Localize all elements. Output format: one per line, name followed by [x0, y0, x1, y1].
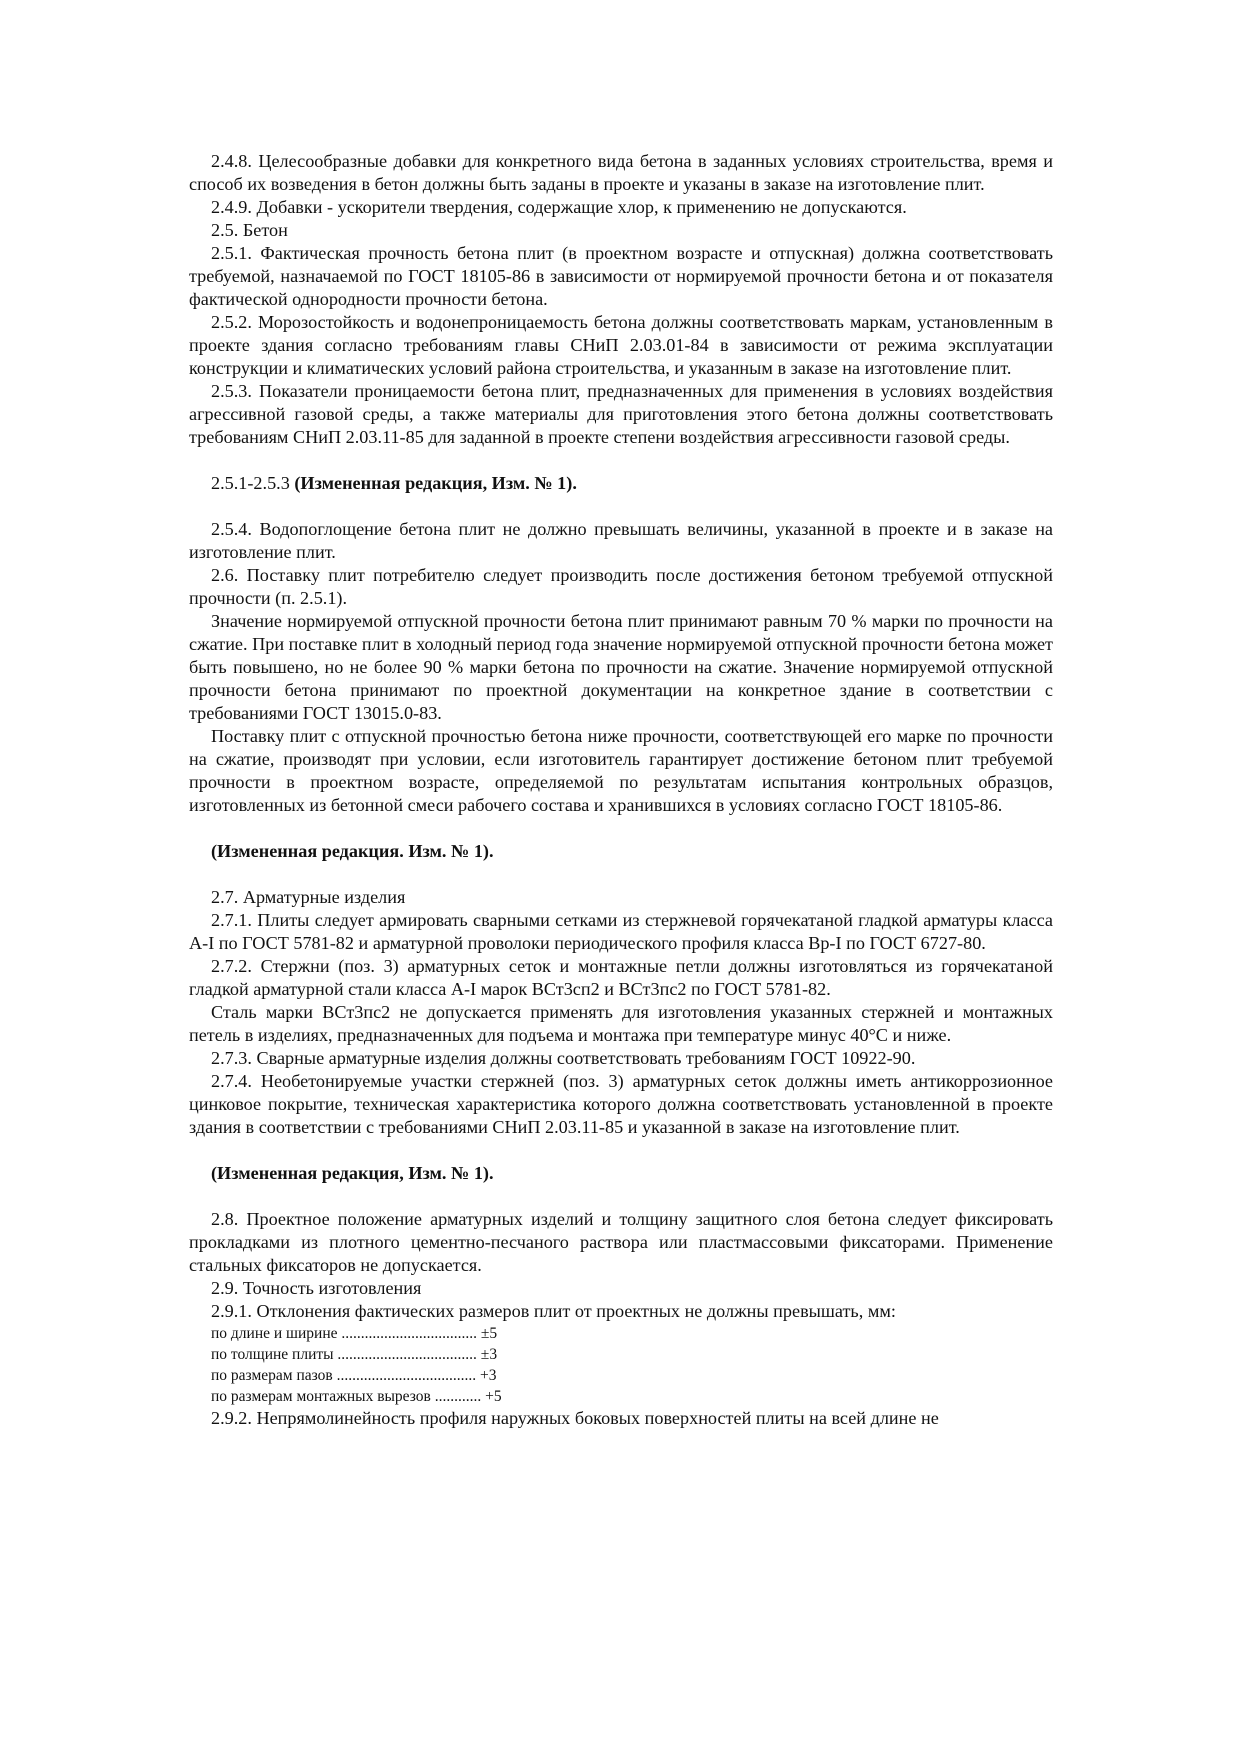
spacer — [189, 817, 1053, 840]
paragraph-2-5-2: 2.5.2. Морозостойкость и водонепроницаемость бетона должны соответствовать маркам, установленным в проекте здания согласно требованиям главы СНиП 2.03.01-84 в зависимости от режима эксплуатации конструкции и климатических условий района строительства, и указанным в заказе на изготовление плит. — [189, 312, 1053, 378]
paragraph-2-7-4: 2.7.4. Необетонируемые участки стержней (поз. 3) арматурных сеток должны иметь антикоррозионное цинковое покрытие, техническая характеристика которого должна соответствовать установленной в проекте здания в соответствии с требованиями СНиП 2.03.11-85 и указанной в заказе на изготовление плит. — [189, 1071, 1053, 1137]
paragraph-2-5-3: 2.5.3. Показатели проницаемости бетона плит, предназначенных для применения в условиях воздействия агрессивной газовой среды, а также материалы для приготовления этого бетона должны соответствовать требованиям СНиП 2.03.11-85 для заданной в проекте степени воздействия агрессивности газовой среды. — [189, 381, 1053, 447]
amendment-note-2: (Измененная редакция. Изм. № 1). — [211, 841, 494, 861]
spacer — [189, 1185, 1053, 1208]
paragraph-2-7-3: 2.7.3. Сварные арматурные изделия должны соответствовать требованиям ГОСТ 10922-90. — [211, 1048, 916, 1068]
paragraph-2-9-1: 2.9.1. Отклонения фактических размеров плит от проектных не должны превышать, мм: — [211, 1301, 896, 1321]
paragraph-2-4-9: 2.4.9. Добавки - ускорители твердения, содержащие хлор, к применению не допускаются. — [211, 197, 907, 217]
spacer — [189, 449, 1053, 472]
paragraph-2-6: 2.6. Поставку плит потребителю следует производить после достижения бетоном требуемой отпускной прочности (п. 2.5.1). — [189, 565, 1053, 608]
paragraph-2-8: 2.8. Проектное положение арматурных изделий и толщину защитного слоя бетона следует фиксировать прокладками из плотного цементно-песчаного раствора или пластмассовыми фиксаторами. Применение стальных фиксаторов не допускается. — [189, 1209, 1053, 1275]
spacer — [189, 1139, 1053, 1162]
heading-2-5: 2.5. Бетон — [211, 220, 288, 240]
paragraph-2-7-2: 2.7.2. Стержни (поз. 3) арматурных сеток и монтажные петли должны изготовляться из горячекатаной гладкой арматурной стали класса А-I марок ВСт3сп2 и ВСт3пс2 по ГОСТ 5781-82. — [189, 956, 1053, 999]
paragraph-2-6-release-strength: Значение нормируемой отпускной прочности бетона плит принимают равным 70 % марки по прочности на сжатие. При поставке плит в холодный период года значение нормируемой отпускной прочности бетона может быть повышено, но не более 90 % марки бетона по прочности на сжатие. Значение нормируемой отпускной прочности бетона принимают по проектной документации на конкретное здание в соответствии с требованиями ГОСТ 13015.0-83. — [189, 611, 1053, 723]
paragraph-2-7-1: 2.7.1. Плиты следует армировать сварными сетками из стержневой горячекатаной гладкой арматуры класса А-I по ГОСТ 5781-82 и арматурной проволоки периодического профиля класса Вр-I по ГОСТ 6727-80. — [189, 910, 1053, 953]
amendment-note-1 — [189, 472, 1053, 495]
paragraph-2-6-delivery: Поставку плит с отпускной прочностью бетона ниже прочности, соответствующей его марке по прочности на сжатие, производят при условии, если изготовитель гарантирует достижение бетоном плит требуемой прочности в проектном возрасте, определяемой по результатам испытания контрольных образцов, изготовленных из бетонной смеси рабочего состава и хранившихся в условиях согласно ГОСТ 18105-86. — [189, 726, 1053, 815]
document-page — [189, 150, 1053, 1430]
paragraph-2-9-2: 2.9.2. Непрямолинейность профиля наружных боковых поверхностей плиты на всей длине не — [211, 1408, 939, 1428]
paragraph-2-5-1: 2.5.1. Фактическая прочность бетона плит (в проектном возрасте и отпускная) должна соответствовать требуемой, назначаемой по ГОСТ 18105-86 в зависимости от нормируемой прочности бетона и от показателя фактической однородности прочности бетона. — [189, 243, 1053, 309]
paragraph-2-4-8: 2.4.8. Целесообразные добавки для конкретного вида бетона в заданных условиях строительства, время и способ их возведения в бетон должны быть заданы в проекте и указаны в заказе на изготовление плит. — [189, 151, 1053, 194]
heading-2-7: 2.7. Арматурные изделия — [211, 887, 406, 907]
tolerance-grooves: по размерам пазов .................................... +3 — [211, 1367, 497, 1384]
tolerance-thickness: по толщине плиты .................................... ±3 — [211, 1346, 498, 1363]
amendment-note-3: (Измененная редакция, Изм. № 1). — [211, 1163, 494, 1183]
paragraph-2-7-2-steel: Сталь марки ВСт3пс2 не допускается применять для изготовления указанных стержней и монтажных петель в изделиях, предназначенных для подъема и монтажа при температуре минус 40°С и ниже. — [189, 1002, 1053, 1045]
amendment-note-1-prefix: 2.5.1-2.5.3 — [211, 473, 295, 493]
amendment-note-1-text: (Измененная редакция, Изм. № 1). — [294, 473, 577, 493]
spacer — [189, 495, 1053, 518]
heading-2-9: 2.9. Точность изготовления — [211, 1278, 422, 1298]
spacer — [189, 863, 1053, 886]
tolerance-length-width: по длине и ширине ................................... ±5 — [211, 1325, 498, 1342]
paragraph-2-5-4: 2.5.4. Водопоглощение бетона плит не должно превышать величины, указанной в проекте и в заказе на изготовление плит. — [189, 519, 1053, 562]
tolerance-mounting-cutouts: по размерам монтажных вырезов ............ +5 — [211, 1388, 502, 1405]
